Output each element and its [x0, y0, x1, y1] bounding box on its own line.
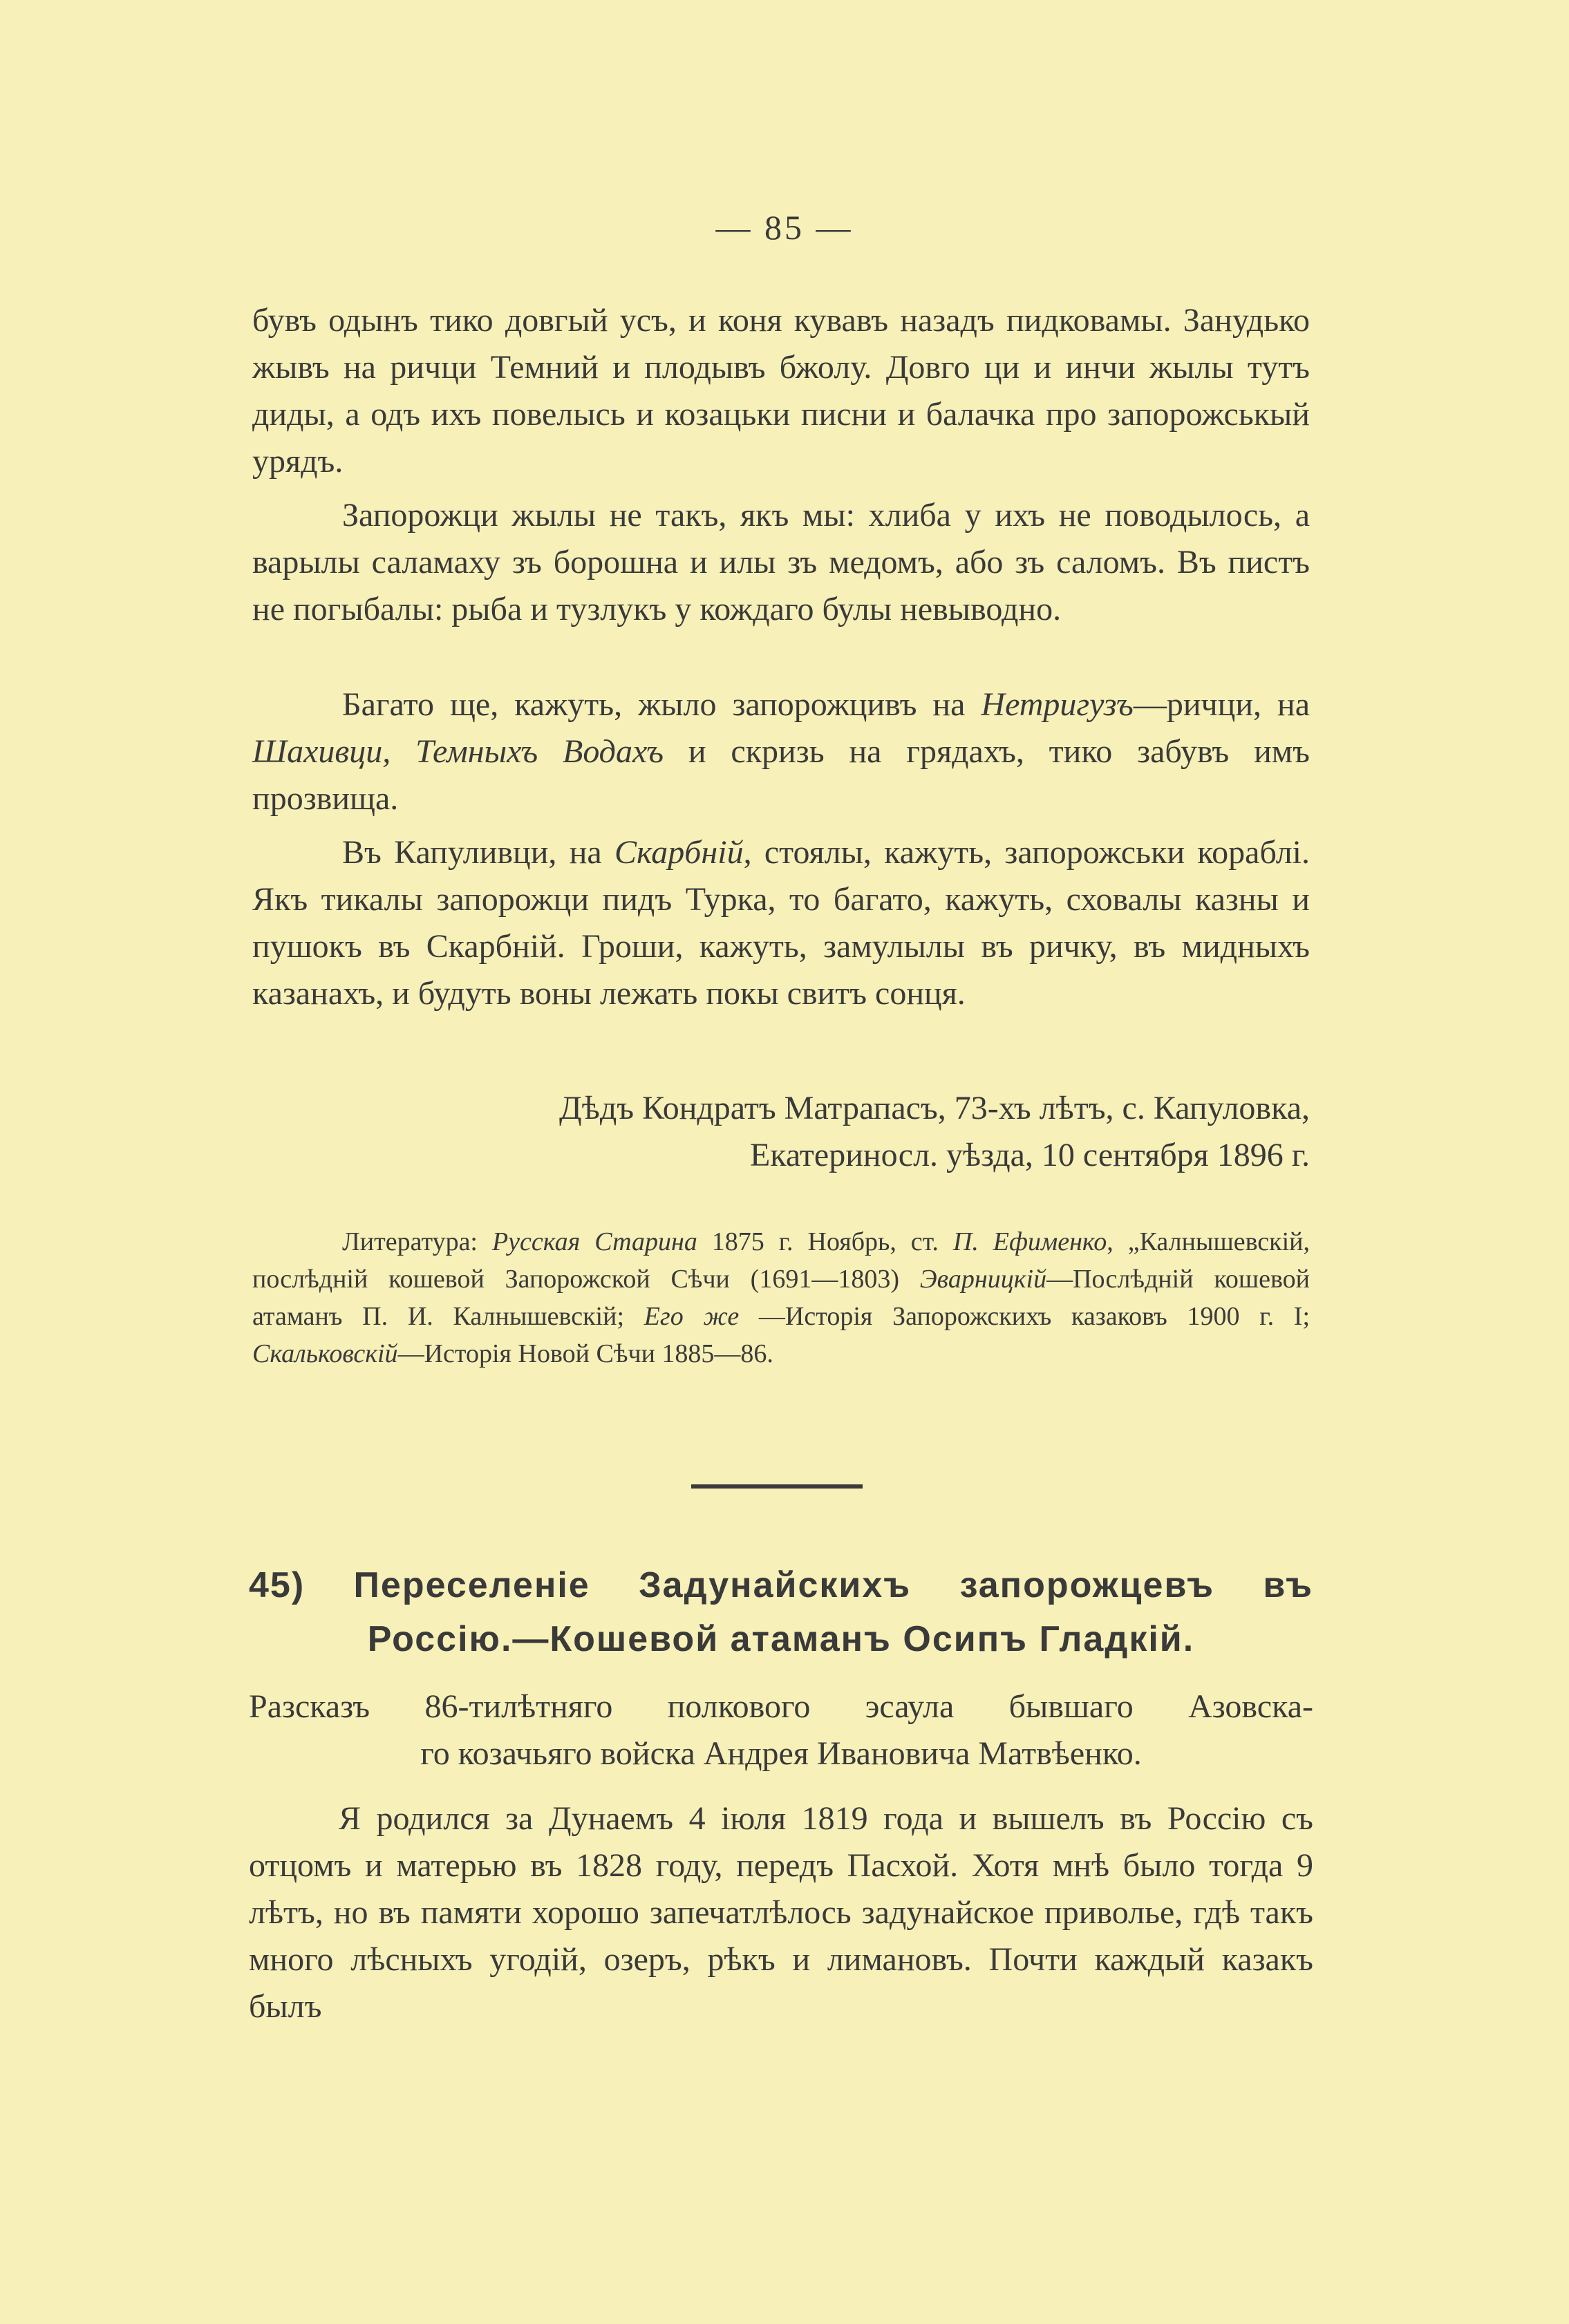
river-name-shakhivtsi: Шахивци, Темныхъ Водахъ	[252, 733, 664, 770]
lit-source-4: Его же	[643, 1302, 740, 1331]
paragraph-2	[252, 492, 1310, 633]
section-heading-line-1: 45) Переселенiе Задунайскихъ запорожцевъ въ	[249, 1565, 1313, 1605]
paragraph-4-start: Въ Капуливци, на	[342, 834, 615, 871]
paragraph-3-end: и скризь на грядахъ, тико забувъ имъ прозвища.	[252, 733, 1310, 817]
section-heading-line-2: Россiю.—Кошевой атаманъ Осипъ Гладкiй.	[367, 1619, 1195, 1659]
lit-source-5: Скальковскiй	[252, 1339, 398, 1368]
river-name-nettriguz: Нетригузъ	[981, 686, 1134, 723]
section-subtitle-line-1: Разсказъ 86-тилѣтняго полкового эсаула бывшаго Азовска-	[249, 1688, 1313, 1725]
paragraph-4	[252, 829, 1310, 1017]
paragraph-1	[252, 297, 1310, 485]
section-divider	[691, 1484, 863, 1489]
lit-text-4: —Исторiя Запорожскихъ казаковъ 1900 г. I;	[739, 1302, 1310, 1331]
attribution: Дѣдъ Кондратъ Матрапасъ, 73-хъ лѣтъ, с. Капуловка, Екатериносл. уѣзда, 10 сентября 1896 г.	[559, 1090, 1310, 1173]
lit-text-1: 1875 г. Ноябрь, ст.	[697, 1227, 953, 1256]
paragraph-4-end: , стоялы, кажуть, запорожськи кораблi. Якъ тикалы запорожци пидъ Турка, то багато, кажуть, сховалы казны и пушокъ въ Скарбнiй. Гроши, кажуть, замулылы въ ричку, въ мидныхъ казанахъ, и будуть воны лежать покы свитъ сонця.	[252, 834, 1310, 1012]
section-body: Я родился за Дунаемъ 4 iюля 1819 года и вышелъ въ Россiю съ отцомъ и матерью въ 1828 году, передъ Пасхой. Хотя мнѣ было тогда 9 лѣтъ, но въ памяти хорошо запечатлѣлось задунайское приволье, гдѣ такъ много лѣсныхъ угодiй, озеръ, рѣкъ и лимановъ. Почти каждый казакъ былъ	[249, 1800, 1313, 2025]
paragraph-3-start: Багато ще, кажуть, жыло запорожцивъ на	[342, 686, 981, 723]
page-number: — 85 —	[715, 208, 854, 247]
paragraph-2-text: Запорожци жылы не такъ, якъ мы: хлиба у ихъ не поводылось, а варылы саламаху зъ борошна и илы зъ медомъ, або зъ саломъ. Въ пистъ не погыбалы: рыба и тузлукъ у кождаго булы невыводно.	[252, 497, 1310, 627]
paragraph-3-text	[252, 681, 1310, 822]
literature-note	[252, 1223, 1310, 1372]
section-heading	[249, 1558, 1313, 1666]
section-subtitle-line-2: го козачьяго войска Андрея Ивановича Матвѣенко.	[420, 1735, 1142, 1772]
literature-label: Литература:	[342, 1227, 492, 1256]
paragraph-1-text: бувъ одынъ тико довгый усъ, и коня кувавъ назадъ пидковамы. Занудько жывъ на ричци Темний и плодывъ бжолу. Довго ци и инчи жылы тутъ диды, а одъ ихъ повелысь и козацьки писни и балачка про запорожськый урядъ.	[252, 302, 1310, 480]
lit-text-3: —Послѣднiй кошевой атаманъ П. И. Калнышевскiй;	[252, 1265, 1310, 1331]
paragraph-3	[252, 681, 1310, 822]
lit-source-3: Эварницкiй	[919, 1265, 1047, 1294]
lit-text-5: —Исторiя Новой Сѣчи 1885—86.	[397, 1339, 773, 1368]
lit-source-2: П. Ефименко	[952, 1227, 1107, 1256]
place-name-skarbnii: Скарбнiй	[614, 834, 744, 871]
lit-source-1: Русская Старина	[491, 1227, 697, 1256]
paragraph-4-text	[252, 829, 1310, 1017]
paragraph-3-mid: —ричци, на	[1133, 686, 1310, 723]
lit-text-2: , „Калнышевскiй, послѣднiй кошевой Запорожской Сѣчи (1691—1803)	[252, 1227, 1310, 1294]
section-subtitle	[249, 1683, 1313, 1777]
